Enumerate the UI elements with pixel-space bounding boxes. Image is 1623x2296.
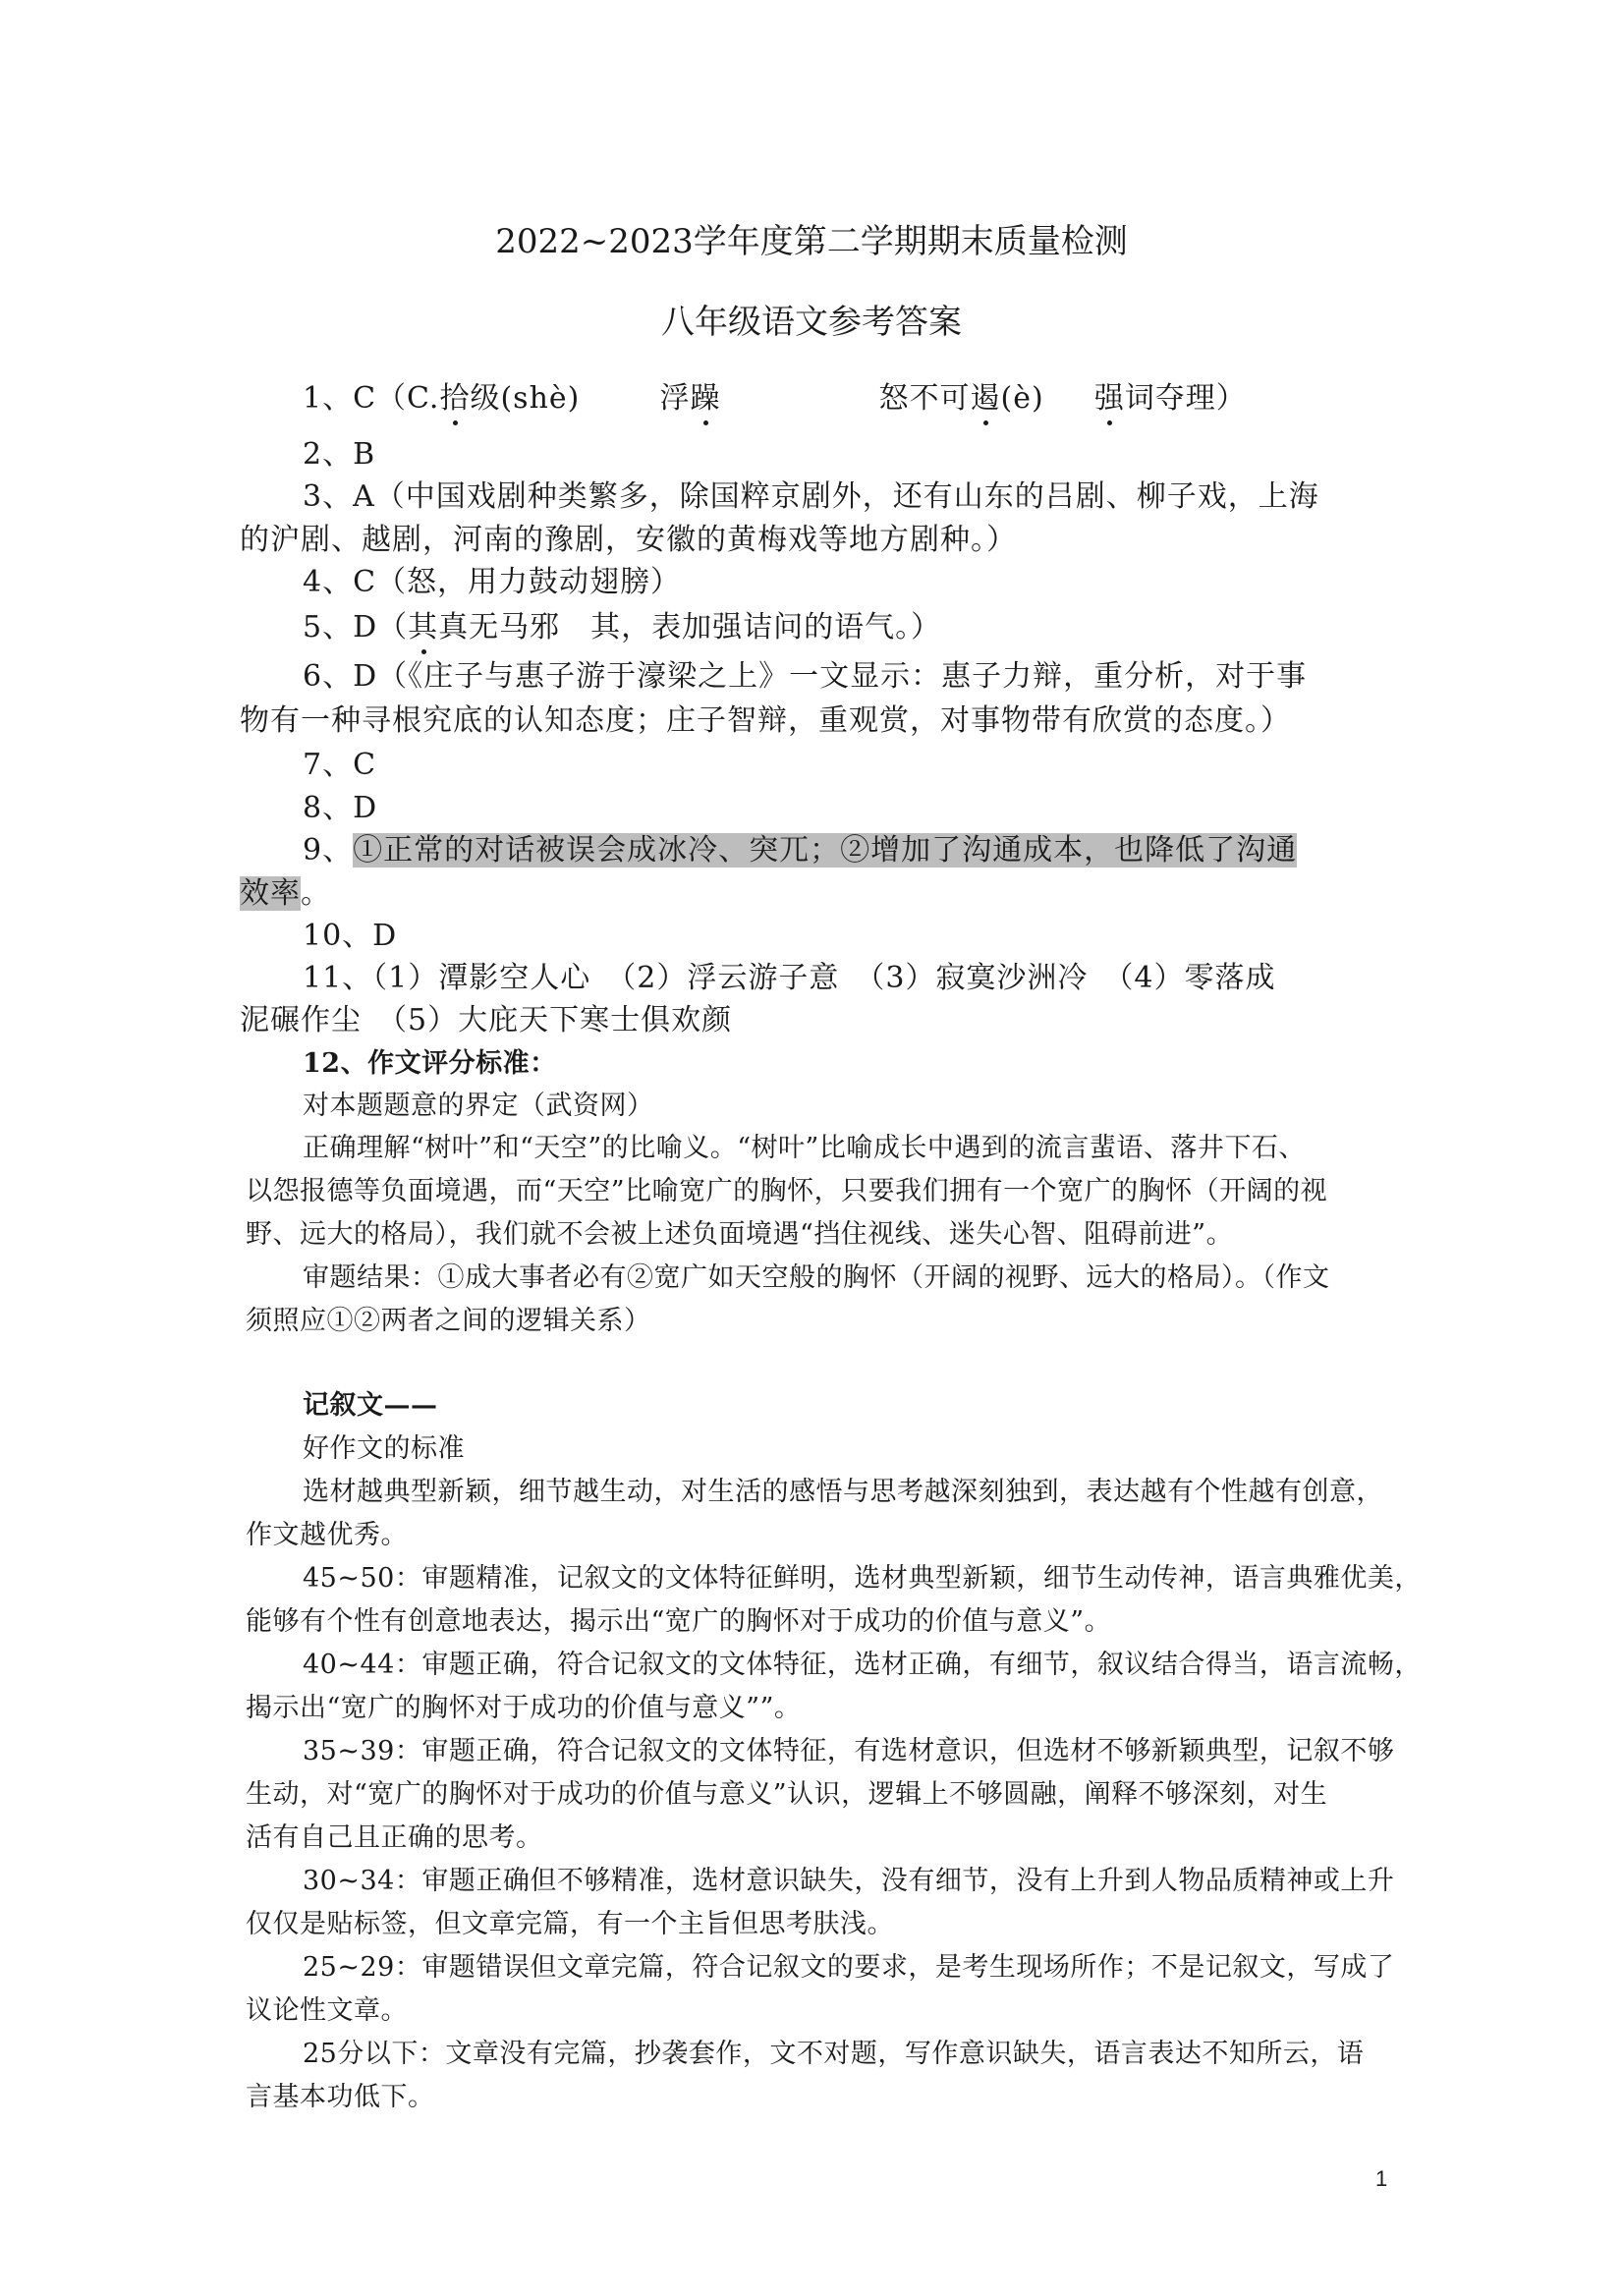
grade-30-34-line-2: 仅仅是贴标签，但文章完篇，有一个主旨但思考肤浅。: [246, 1909, 894, 1939]
grade-30-34-line-1: 30~34：审题正确但不够精准，选材意识缺失，没有细节，没有上升到人物品质精神或上升: [303, 1866, 1395, 1896]
answer-1-word2-a: 浮: [659, 381, 691, 416]
grade-25-29-line-2: 议论性文章。: [246, 1995, 408, 2026]
grade-40-44-line-2: 揭示出“宽广的胸怀对于成功的价值与意义””。: [246, 1693, 802, 1723]
answer-1-prefix: 1、C（C.: [303, 381, 440, 416]
grade-35-39-line-3: 活有自己且正确的思考。: [246, 1822, 543, 1853]
grade-35-39-line-1: 35~39：审题正确，符合记叙文的文体特征，有选材意识，但选材不够新颖典型，记叙不够: [303, 1736, 1395, 1766]
essay-define-line-3: 野、远大的格局），我们就不会被上述负面境遇“挡住视线、迷失心智、阻碍前进”。: [246, 1219, 1234, 1250]
answer-5-prefix: 5、D（: [303, 610, 409, 644]
answer-4: 4、C（怒，用力鼓动翅膀）: [303, 565, 682, 599]
answer-3-line-1: 3、A（中国戏剧种类繁多，除国粹京剧外，还有山东的吕剧、柳子戏，上海: [303, 479, 1319, 514]
essay-define-line-2: 以怨报德等负面境遇，而“天空”比喻宽广的胸怀，只要我们拥有一个宽广的胸怀（开阔的视: [246, 1176, 1328, 1206]
answer-5: [303, 602, 941, 645]
answer-7: 7、C: [303, 748, 377, 782]
answer-1-word1-dotted: 拾: [439, 373, 470, 417]
answer-9-highlight-2: 效率: [240, 876, 301, 911]
answer-6-line-1: 6、D（《庄子与惠子游于濠梁之上》一文显示：惠子力辩，重分析，对于事: [303, 659, 1308, 694]
answer-9-line-1: [303, 825, 1297, 868]
answer-5-dotted: 其: [408, 602, 438, 645]
answer-1: [303, 373, 1247, 417]
answer-1-word2-dotted: 躁: [690, 373, 720, 417]
answer-9-prefix: 9、: [303, 833, 354, 868]
grade-below-25-line-2: 言基本功低下。: [246, 2082, 435, 2112]
essay-define-line-1: 正确理解“树叶”和“天空”的比喻义。“树叶”比喻成长中遇到的流言蜚语、落井下石、: [303, 1133, 1306, 1163]
standard-line-1: 选材越典型新颖，细节越生动，对生活的感悟与思考越深刻独到，表达越有个性越有创意，: [303, 1477, 1383, 1507]
answer-1-word3-rest: (è): [1000, 381, 1044, 416]
answer-9-line-2: [240, 868, 331, 912]
answer-1-word3-a: 怒不可: [878, 381, 971, 416]
answer-10: 10、D: [303, 919, 398, 953]
grade-40-44-line-1: 40~44：审题正确，符合记叙文的文体特征，选材正确，有细节，叙议结合得当，语言流畅，: [303, 1650, 1422, 1680]
doc-subtitle: 八年级语文参考答案: [661, 303, 962, 342]
answer-8: 8、D: [303, 791, 378, 825]
grade-45-50-line-1: 45~50：审题精准，记叙文的文体特征鲜明，选材典型新颖，细节生动传神，语言典雅优美，: [303, 1563, 1422, 1594]
answer-9-highlight-1: ①正常的对话被误会成冰冷、突兀；②增加了沟通成本，也降低了沟通: [353, 833, 1298, 868]
answer-12-heading: 12、作文评分标准：: [303, 1048, 557, 1079]
answer-9-end: 。: [301, 876, 331, 911]
answer-1-word3-dotted: 遏: [971, 373, 1001, 417]
answer-6-line-2: 物有一种寻根究底的认知态度；庄子智辩，重观赏，对事物带有欣赏的态度。）: [240, 703, 1291, 738]
essay-result-line-1: 审题结果：①成大事者必有②宽广如天空般的胸怀（开阔的视野、远大的格局）。（作文: [303, 1262, 1330, 1293]
page-number: 1: [1375, 2166, 1388, 2191]
essay-define-title: 对本题题意的界定（武资网）: [303, 1091, 654, 1121]
answer-1-word4-dotted: 强: [1094, 373, 1125, 417]
grade-35-39-line-2: 生动，对“宽广的胸怀对于成功的价值与意义”认识，逻辑上不够圆融，阐释不够深刻，对生: [246, 1779, 1328, 1810]
doc-title: 2022~2023学年度第二学期期末质量检测: [495, 222, 1128, 261]
answer-1-word1-rest: 级(shè): [470, 381, 581, 416]
grade-below-25-line-1: 25分以下：文章没有完篇，抄袭套作，文不对题，写作意识缺失，语言表达不知所云，语: [303, 2039, 1365, 2069]
answer-5-rest: 真无马邪 其，表加强诘问的语气。）: [438, 610, 942, 644]
answer-2: 2、B: [303, 437, 376, 472]
standard-title: 好作文的标准: [303, 1433, 465, 1464]
answer-11-line-2: 泥碾作尘 （5）大庇天下寒士俱欢颜: [240, 1003, 733, 1037]
answer-3-line-2: 的沪剧、越剧，河南的豫剧，安徽的黄梅戏等地方剧种。）: [240, 523, 1017, 557]
standard-line-2: 作文越优秀。: [246, 1520, 408, 1550]
answer-11-line-1: 11、（1）潭影空人心 （2）浮云游子意 （3）寂寞沙洲冷 （4）零落成: [303, 961, 1276, 995]
answer-1-word4-rest: 词夺理）: [1124, 381, 1247, 416]
grade-25-29-line-1: 25~29：审题错误但文章完篇，符合记叙文的要求，是考生现场所作；不是记叙文，写成了: [303, 1952, 1395, 1983]
essay-result-line-2: 须照应①②两者之间的逻辑关系）: [246, 1306, 651, 1336]
grade-45-50-line-2: 能够有个性有创意地表达，揭示出“宽广的胸怀对于成功的价值与意义”。: [246, 1606, 1112, 1637]
narrative-heading: 记叙文——: [303, 1390, 438, 1421]
